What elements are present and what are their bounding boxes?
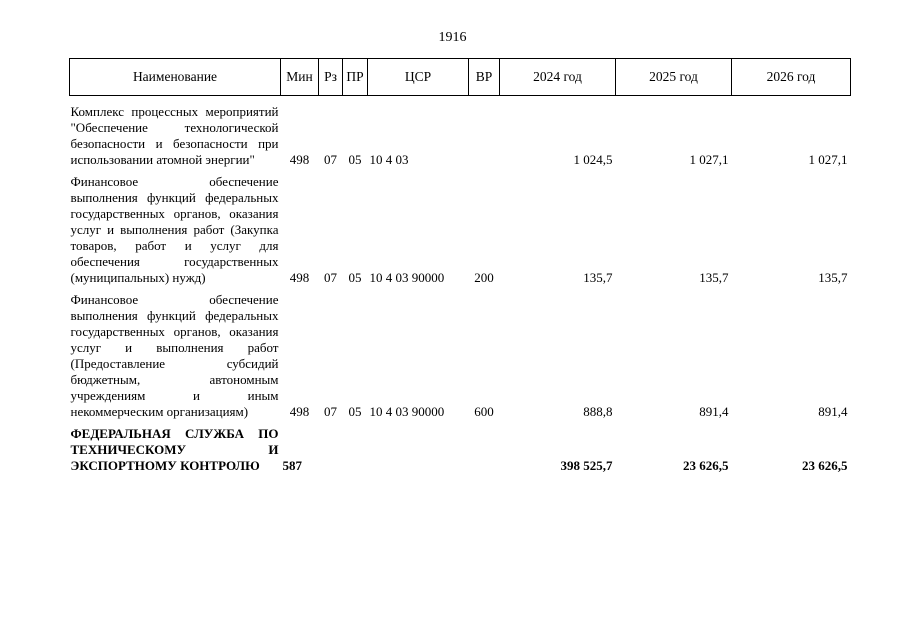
row-min: 587 [282,458,302,473]
row-2024: 888,8 [583,404,613,419]
row-name: Финансовое обеспечение выполнения функций федеральных государственных органов, оказания услуг и выполнения работ (Предоставление субсидий бюджетным, автономным учреждениям и иным некоммерческим организациям) [70,292,279,419]
row-2025: 891,4 [699,404,729,419]
row-vr: 200 [474,270,494,285]
header-row [70,59,851,96]
table-row [70,286,851,420]
row-vr [469,96,500,169]
row-2025: 23 626,5 [683,458,729,473]
row-2024: 1 024,5 [573,152,613,167]
col-header-2026: 2026 год [732,59,851,96]
row-pr: 05 [348,152,362,167]
col-header-csr: ЦСР [368,59,469,96]
col-header-min: Мин [281,59,319,96]
row-2026: 135,7 [818,270,848,285]
row-pr [343,420,368,474]
row-csr: 10 4 03 90000 [369,270,445,285]
row-2026: 1 027,1 [808,152,848,167]
table-row [70,420,851,474]
row-rz [319,420,343,474]
row-2024: 135,7 [583,270,613,285]
table-row [70,96,851,169]
col-header-2025: 2025 год [616,59,732,96]
table-row [70,168,851,286]
col-header-vr: ВР [469,59,500,96]
budget-table [69,58,851,474]
row-2026: 23 626,5 [802,458,848,473]
row-csr: 10 4 03 90000 [369,404,445,419]
row-2024: 398 525,7 [560,458,613,473]
row-pr: 05 [348,270,362,285]
row-2025: 1 027,1 [689,152,729,167]
row-min: 498 [289,270,310,285]
row-rz: 07 [324,270,337,285]
row-rz: 07 [324,152,337,167]
row-rz: 07 [324,404,337,419]
row-vr [469,420,500,474]
row-2026: 891,4 [818,404,848,419]
col-header-name: Наименование [70,59,281,96]
row-csr: 10 4 03 [369,152,409,167]
col-header-pr: ПР [343,59,368,96]
col-header-2024: 2024 год [500,59,616,96]
row-min: 498 [289,404,310,419]
col-header-rz: Рз [319,59,343,96]
page-number: 1916 [438,30,467,45]
row-csr [368,420,469,474]
row-vr: 600 [474,404,494,419]
row-pr: 05 [348,404,362,419]
row-min: 498 [289,152,310,167]
row-name: ФЕДЕРАЛЬНАЯ СЛУЖБА ПО ТЕХНИЧЕСКОМУ И ЭКСПОРТНОМУ КОНТРОЛЮ [70,426,279,473]
row-name: Комплекс процессных мероприятий "Обеспечение технологической безопасности и безопасности при использовании атомной энергии" [70,104,279,167]
row-name: Финансовое обеспечение выполнения функций федеральных государственных органов, оказания услуг и выполнения работ (Закупка товаров, работ и услуг для обеспечения государственных (муниципальных) нужд) [70,174,279,285]
row-2025: 135,7 [699,270,729,285]
